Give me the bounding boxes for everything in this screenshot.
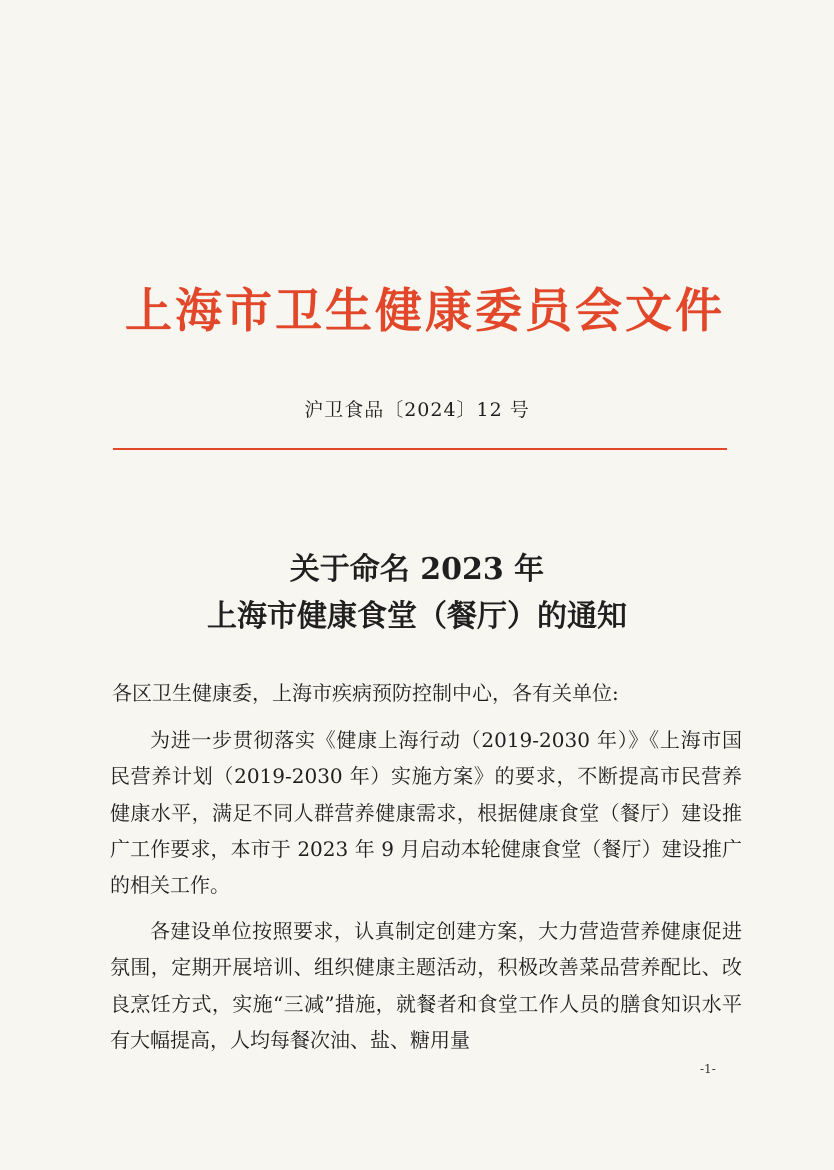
body-paragraph: 各建设单位按照要求，认真制定创建方案，大力营造营养健康促进氛围，定期开展培训、组织健康主题活动，积极改善菜品营养配比、改良烹饪方式，实施“三减”措施，就餐者和食堂工作人员的膳食知识水平有大幅提高，人均每餐次油、盐、糖用量	[110, 919, 742, 1052]
notice-title-line2: 上海市健康食堂（餐厅）的通知	[207, 599, 627, 634]
salutation: 各区卫生健康委，上海市疾病预防控制中心，各有关单位:	[112, 681, 619, 705]
masthead-title: 上海市卫生健康委员会文件	[125, 284, 725, 339]
document-number: 沪卫食品〔2024〕12 号	[304, 399, 530, 421]
notice-title-line1: 关于命名 2023 年	[289, 552, 545, 587]
body-paragraph: 为进一步贯彻落实《健康上海行动（2019-2030 年）》《上海市国民营养计划（2019-2030 年）实施方案》的要求，不断提高市民营养健康水平，满足不同人群营养健康需求，根据健康食堂（餐厅）建设推广工作要求，本市于 2023 年 9 月启动本轮健康食堂（餐厅）建设推广的相关工作。	[110, 728, 742, 898]
page-number: -1-	[700, 1062, 716, 1076]
red-divider-line	[113, 448, 727, 450]
